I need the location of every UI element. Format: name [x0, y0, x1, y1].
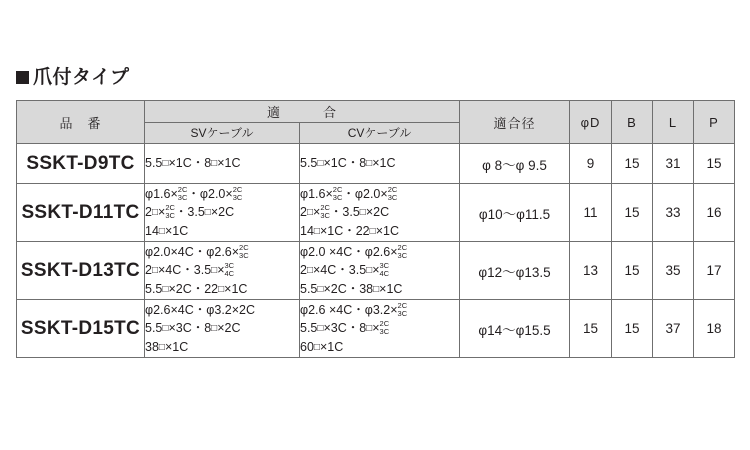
- header-sv-cable: SVケーブル: [145, 122, 300, 144]
- cell-b: 15: [612, 300, 653, 358]
- cell-model: SSKT-D15TC: [17, 300, 145, 358]
- header-cv-cable: CVケーブル: [300, 122, 460, 144]
- spec-table-wrapper: [16, 100, 734, 358]
- cell-cv-cable: 5.5□×1C・8□×1C: [300, 144, 460, 184]
- cell-l: 37: [653, 300, 694, 358]
- square-bullet-icon: [16, 71, 29, 84]
- cell-p: 15: [694, 144, 735, 184]
- cell-phi-d: 13: [570, 242, 612, 300]
- section-heading: [16, 68, 130, 87]
- header-model: 品 番: [17, 101, 145, 144]
- header-fit-diameter: 適合径: [460, 101, 570, 144]
- cell-fit-diameter: φ10～φ11.5: [460, 184, 570, 242]
- cell-cv-cable: φ2.6 ×4C・φ3.2× 2C 3C 5.5□×3C・8□× 2C 3C 60□×1C: [300, 300, 460, 358]
- cell-l: 31: [653, 144, 694, 184]
- spec-table: [16, 100, 735, 358]
- table-row: [17, 144, 735, 184]
- cell-cv-cable: φ2.0 ×4C・φ2.6× 2C 3C 2□×4C・3.5□× 3C 4C 5.5□×2C・38□×1C: [300, 242, 460, 300]
- cell-cv-cable: φ1.6× 2C 3C ・φ2.0× 2C 3C 2□× 2C 3C ・3.5□×2C 14□×1C・22□×1C: [300, 184, 460, 242]
- cell-fit-diameter: φ14～φ15.5: [460, 300, 570, 358]
- table-row: [17, 300, 735, 358]
- header-p: P: [694, 101, 735, 144]
- cell-phi-d: 15: [570, 300, 612, 358]
- cell-p: 18: [694, 300, 735, 358]
- cell-fit-diameter: φ 8～φ 9.5: [460, 144, 570, 184]
- cell-model: SSKT-D13TC: [17, 242, 145, 300]
- header-l: L: [653, 101, 694, 144]
- table-row: [17, 242, 735, 300]
- header-phi-d: φD: [570, 101, 612, 144]
- cell-p: 17: [694, 242, 735, 300]
- table-row: [17, 184, 735, 242]
- cell-b: 15: [612, 242, 653, 300]
- cell-sv-cable: φ2.0×4C・φ2.6× 2C 3C 2□×4C・3.5□× 3C 4C 5.5□×2C・22□×1C: [145, 242, 300, 300]
- cell-phi-d: 9: [570, 144, 612, 184]
- header-b: B: [612, 101, 653, 144]
- table-header: [17, 101, 735, 144]
- cell-fit-diameter: φ12～φ13.5: [460, 242, 570, 300]
- cell-b: 15: [612, 144, 653, 184]
- cell-l: 35: [653, 242, 694, 300]
- cell-p: 16: [694, 184, 735, 242]
- cell-l: 33: [653, 184, 694, 242]
- cell-model: SSKT-D11TC: [17, 184, 145, 242]
- section-heading-label: 爪付タイプ: [33, 67, 130, 88]
- cell-sv-cable: 5.5□×1C・8□×1C: [145, 144, 300, 184]
- cell-b: 15: [612, 184, 653, 242]
- cell-phi-d: 11: [570, 184, 612, 242]
- cell-model: SSKT-D9TC: [17, 144, 145, 184]
- header-fit-group: 適 合: [145, 101, 460, 123]
- cell-sv-cable: φ2.6×4C・φ3.2×2C 5.5□×3C・8□×2C 38□×1C: [145, 300, 300, 358]
- table-body: [17, 144, 735, 358]
- cell-sv-cable: φ1.6× 2C 3C ・φ2.0× 2C 3C 2□× 2C 3C ・3.5□×2C 14□×1C: [145, 184, 300, 242]
- table-header-row-1: [17, 101, 735, 123]
